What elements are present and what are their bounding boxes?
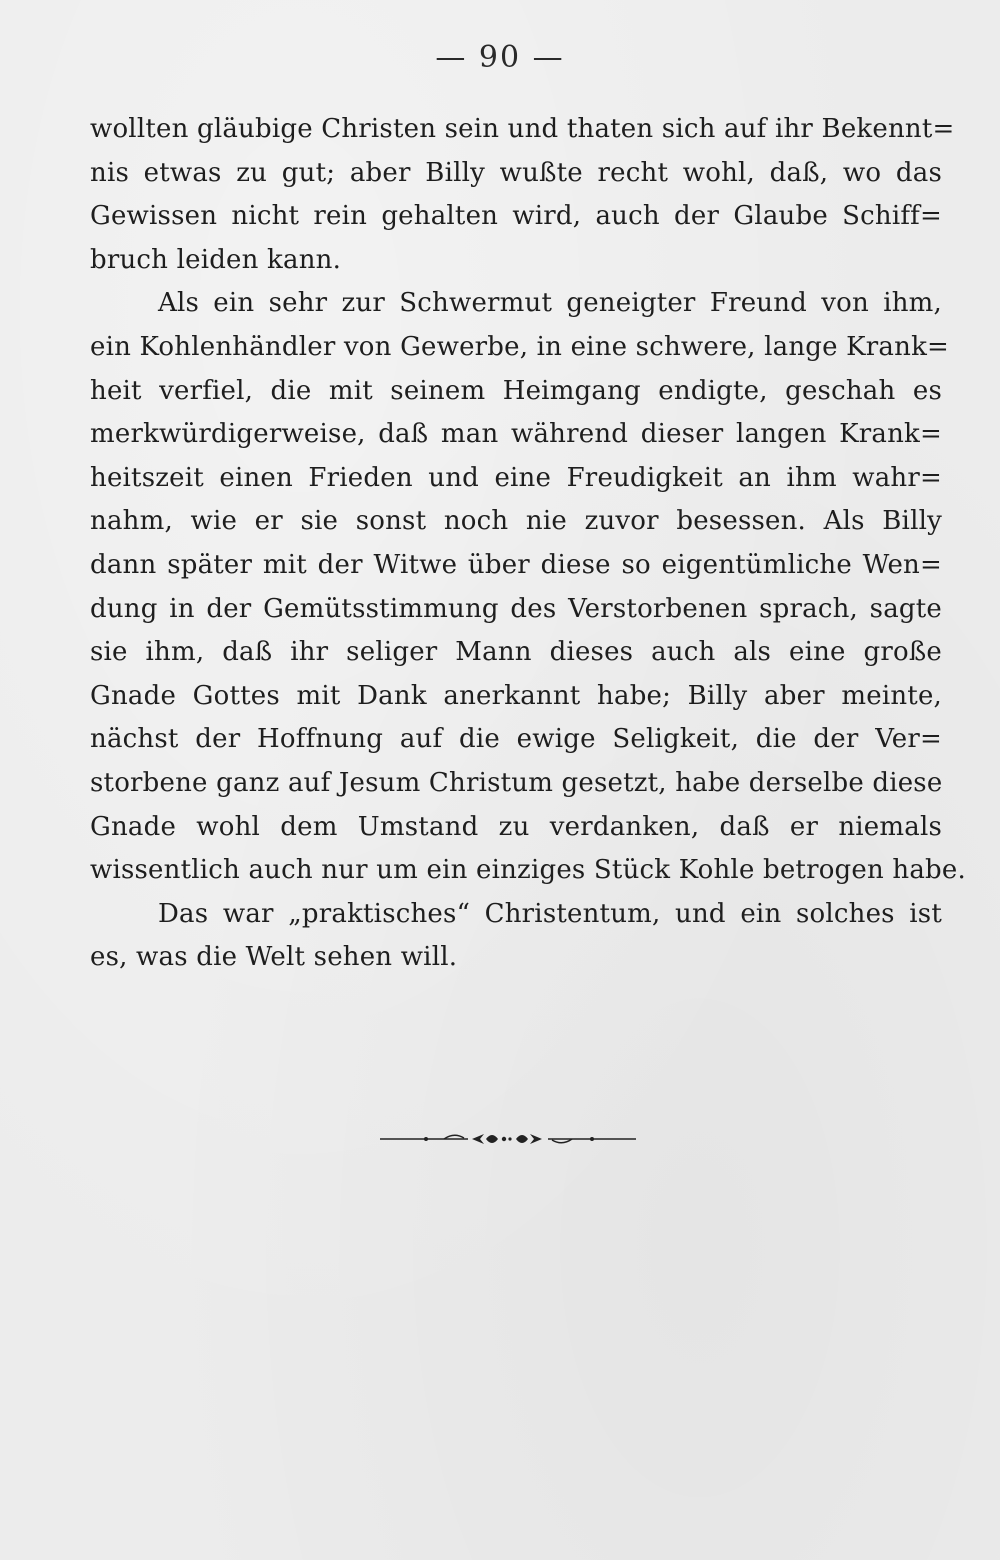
text-line: nis etwas zu gut; aber Billy wußte recht wohl, daß, wo das [90,157,942,188]
text-line: Das war „praktisches“ Christentum, und ein solches ist [158,898,942,929]
text-line: dung in der Gemütsstimmung des Verstorbenen sprach, sagte [90,593,942,624]
text-line: Gnade wohl dem Umstand zu verdanken, daß er niemals [90,811,942,842]
page-number: — 90 — [435,40,565,75]
text-line: bruch leiden kann. [90,244,342,275]
text-line: wissentlich auch nur um ein einziges Stück Kohle betrogen habe. [90,855,966,886]
text-line: es, was die Welt sehen will. [90,942,458,973]
text-line: wollten gläubige Christen sein und thaten sich auf ihr Bekennt= [90,114,955,144]
text-line: Gnade Gottes mit Dank anerkannt habe; Billy aber meinte, [90,680,942,711]
text-line: ein Kohlenhändler von Gewerbe, in eine schwere, lange Krank= [90,331,950,362]
text-line: merkwürdigerweise, daß man während dieser langen Krank= [90,419,942,450]
text-line: heitszeit einen Frieden und eine Freudigkeit an ihm wahr= [90,462,942,493]
floral-divider-icon [380,1126,636,1152]
text-line: dann später mit der Witwe über diese so eigentümliche Wen= [90,549,942,580]
text-line: Als ein sehr zur Schwermut geneigter Freund von ihm, [158,288,942,319]
body-text [90,108,966,980]
text-line: storbene ganz auf Jesum Christum gesetzt, habe derselbe diese [90,767,943,798]
text-line: heit verfiel, die mit seinem Heimgang endigte, geschah es [90,375,942,406]
text-line: nächst der Hoffnung auf die ewige Seligkeit, die der Ver= [90,724,942,755]
text-line: nahm, wie er sie sonst noch nie zuvor besessen. Als Billy [90,506,942,537]
text-line: sie ihm, daß ihr seliger Mann dieses auch als eine große [90,637,942,668]
text-line: Gewissen nicht rein gehalten wird, auch der Glaube Schiff= [90,201,942,232]
